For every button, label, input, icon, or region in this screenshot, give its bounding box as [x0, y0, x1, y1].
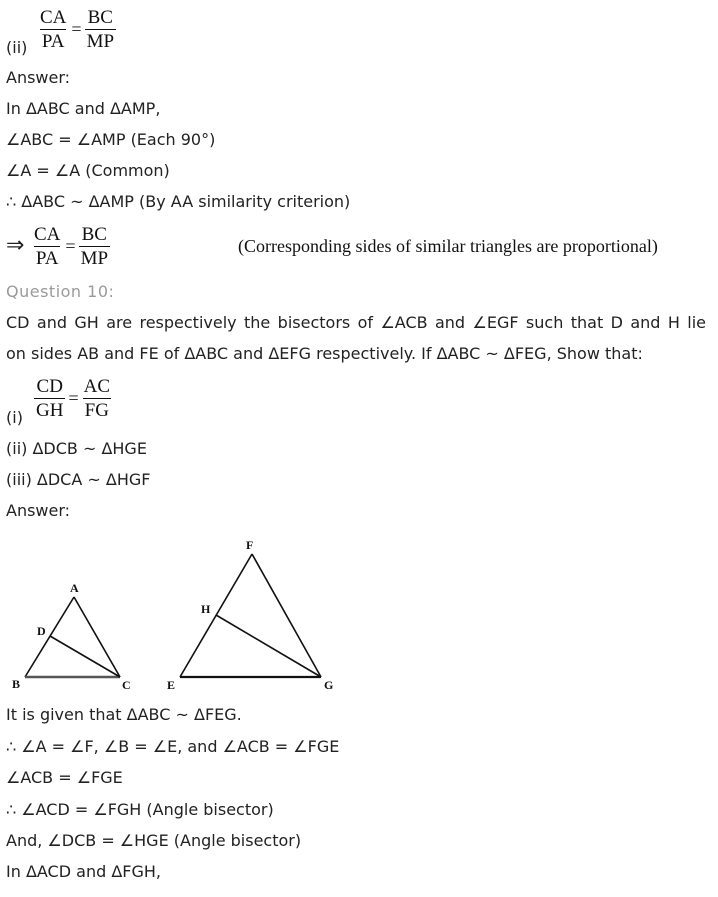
question-text: on sides AB and FE of ΔABC and ΔEFG respectively. If ΔABC ~ ΔFEG, Show that:	[6, 344, 643, 363]
label-a: A	[70, 581, 79, 595]
label-f: F	[246, 538, 254, 552]
fraction-numerator: CA	[34, 224, 61, 245]
bisector-cd	[50, 636, 120, 677]
ratio-ca-pa-bc-mp	[38, 7, 116, 52]
fraction-numerator: CD	[36, 376, 63, 397]
implies-symbol: ⇒	[6, 233, 25, 258]
label-b: B	[12, 677, 21, 691]
ratio-conclusion	[32, 224, 110, 269]
bisector-gh	[216, 615, 321, 677]
equals-sign: =	[71, 19, 82, 39]
solution-line: And, ∠DCB = ∠HGE (Angle bisector)	[6, 831, 302, 850]
fraction-denominator: PA	[41, 31, 65, 52]
fraction-denominator: FG	[84, 400, 109, 421]
solution-line: ∴ ∠A = ∠F, ∠B = ∠E, and ∠ACB = ∠FGE	[6, 737, 340, 756]
answer-label: Answer:	[6, 501, 71, 520]
fraction-denominator: PA	[35, 248, 59, 269]
question-text: CD and GH are respectively the bisectors of ∠ACB and ∠EGF such that D and H lie	[6, 313, 706, 332]
triangles-figure	[0, 530, 360, 700]
equals-sign: =	[65, 236, 76, 256]
label-h: H	[201, 602, 211, 616]
solution-line: In ΔACD and ΔFGH,	[6, 862, 161, 881]
fraction-numerator: BC	[87, 7, 113, 28]
part-ii-label: (ii)	[6, 38, 28, 57]
answer-label: Answer:	[6, 68, 71, 87]
label-d: D	[37, 624, 46, 638]
equals-sign: =	[68, 388, 79, 408]
solution-line: In ΔABC and ΔAMP,	[6, 99, 161, 118]
part-iii-statement: (iii) ΔDCA ~ ΔHGF	[6, 470, 151, 489]
solution-line: ∴ ΔABC ~ ΔAMP (By AA similarity criterion)	[6, 192, 351, 211]
question-title: Question 10:	[6, 282, 115, 301]
solution-line: ∠A = ∠A (Common)	[6, 161, 170, 180]
label-g: G	[324, 678, 334, 692]
solution-line: ∠ACB = ∠FGE	[6, 768, 123, 787]
fraction-denominator: MP	[80, 248, 109, 269]
fraction-denominator: GH	[36, 400, 64, 421]
solution-line: It is given that ΔABC ~ ΔFEG.	[6, 705, 242, 724]
fraction-numerator: AC	[83, 376, 111, 397]
part-ii-statement: (ii) ΔDCB ~ ΔHGE	[6, 439, 147, 458]
label-c: C	[122, 678, 131, 692]
fraction-numerator: BC	[81, 224, 107, 245]
solution-line: ∠ABC = ∠AMP (Each 90°)	[6, 130, 216, 149]
label-e: E	[167, 678, 176, 692]
part-i-label: (i)	[6, 408, 23, 427]
solution-line: ∴ ∠ACD = ∠FGH (Angle bisector)	[6, 800, 274, 819]
ratio-cd-gh-ac-fg	[34, 376, 112, 421]
fraction-denominator: MP	[86, 31, 115, 52]
fraction-numerator: CA	[40, 7, 67, 28]
proportional-note: (Corresponding sides of similar triangles are proportional)	[238, 236, 658, 256]
